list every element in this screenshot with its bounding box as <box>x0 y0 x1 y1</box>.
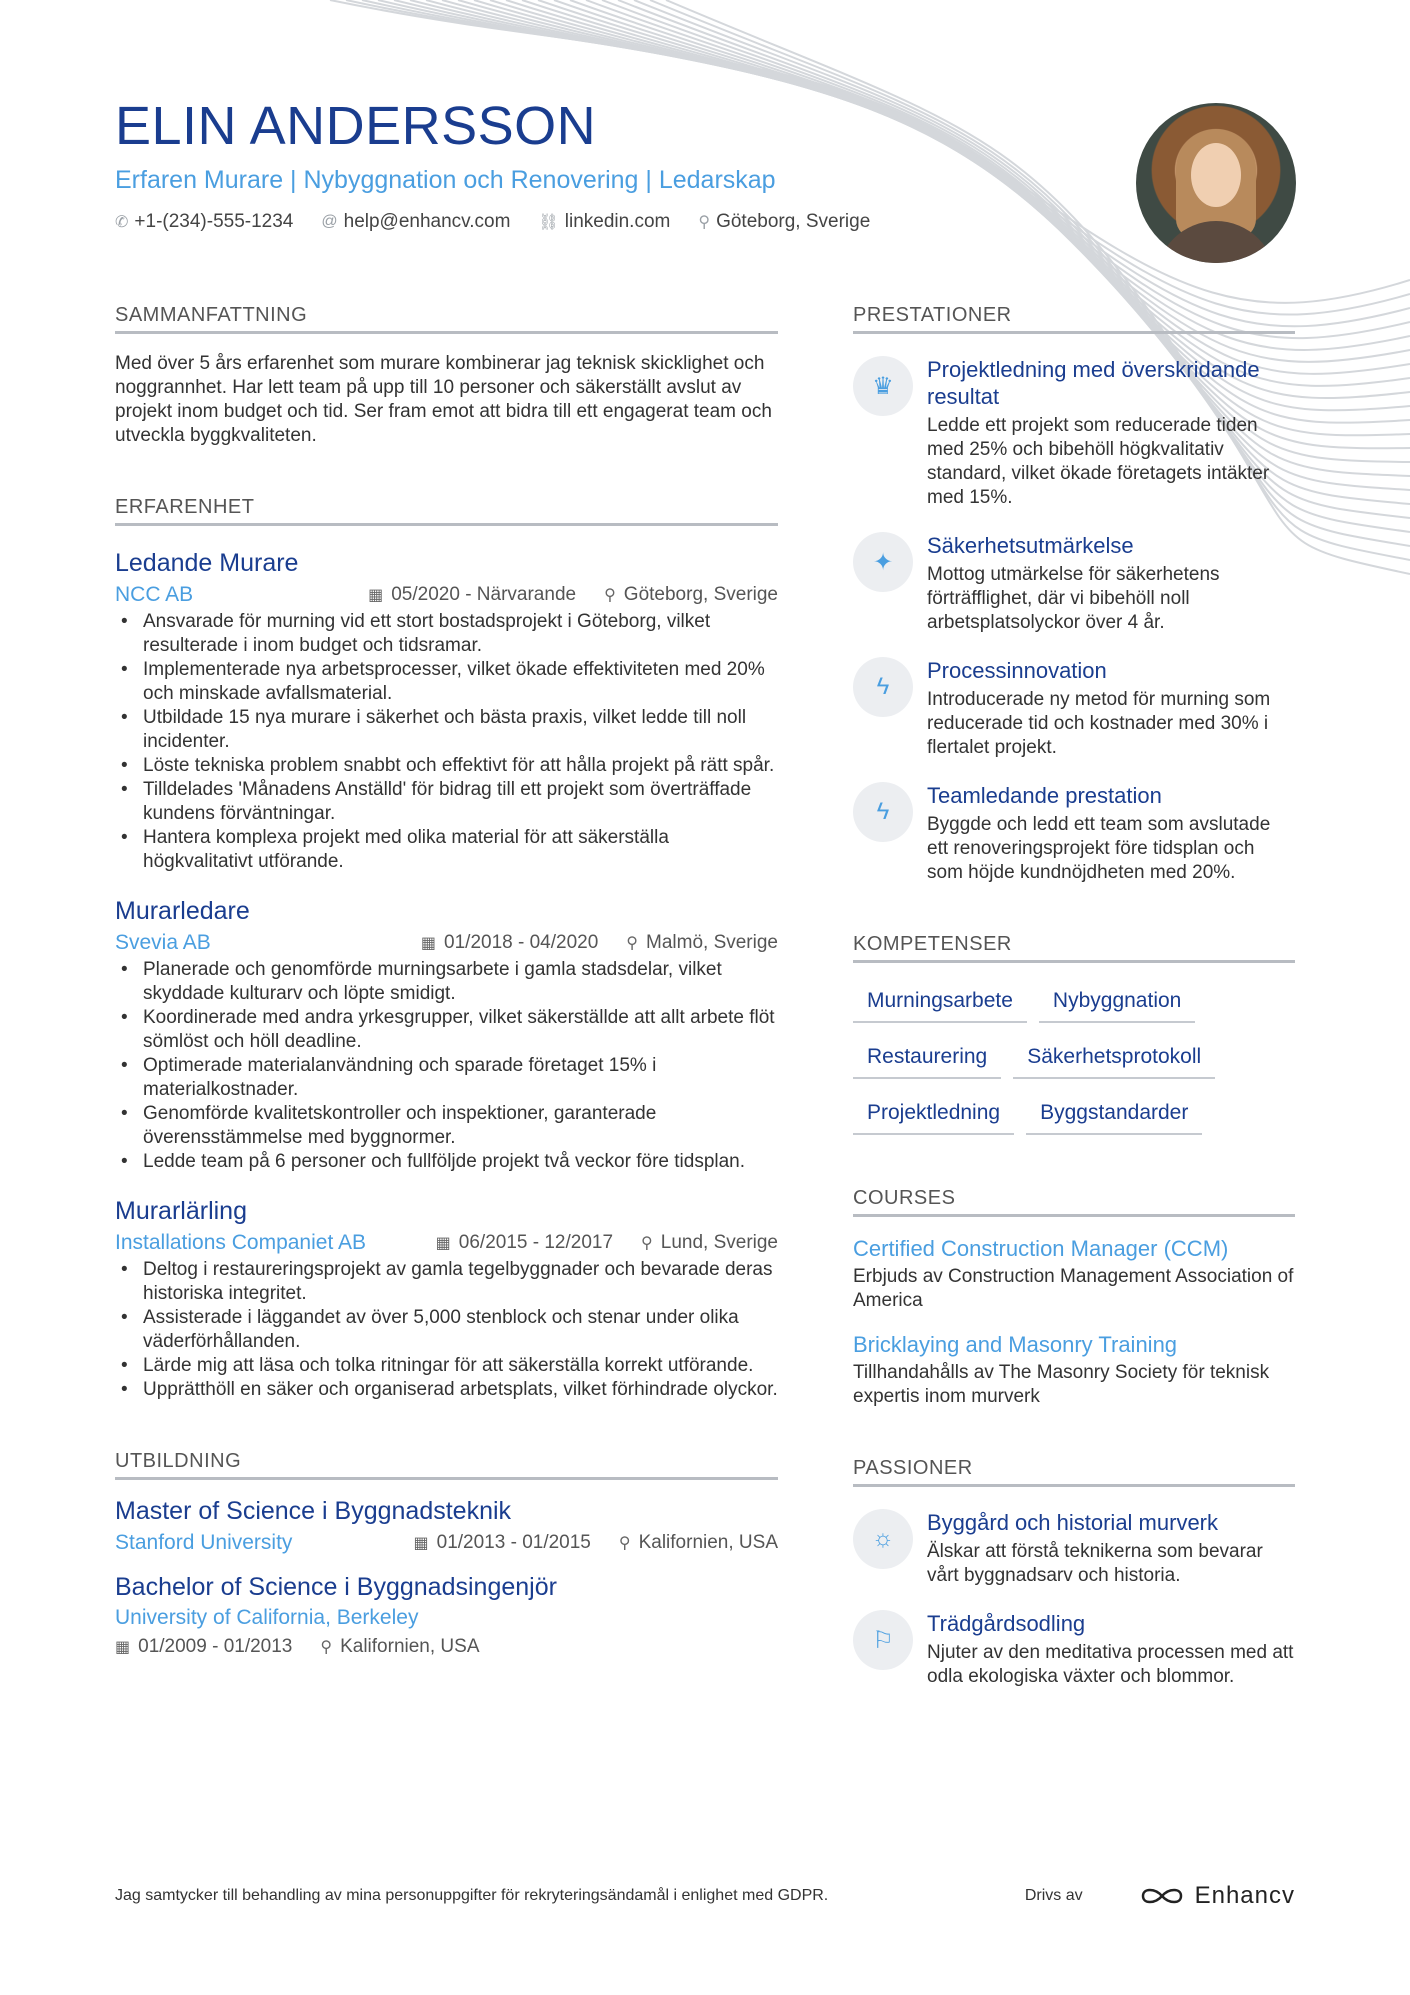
education-entry <box>115 1496 778 1556</box>
achievements-section <box>853 304 1295 885</box>
job-bullet-list <box>115 1258 778 1402</box>
trophy-icon: ♛ <box>853 356 913 416</box>
skill-tag: Murningsarbete <box>853 981 1027 1023</box>
achievements-entry <box>853 532 1295 635</box>
phone-icon: ✆ <box>115 213 129 231</box>
school-name[interactable]: Stanford University <box>115 1531 293 1554</box>
left-column <box>115 304 778 1660</box>
job-bullet: • Deltog i restaureringsprojekt av gamla tegelbyggnader och bevarade deras historiska integritet. <box>115 1258 778 1306</box>
job-dates <box>368 584 576 606</box>
achievements-title: Säkerhetsutmärkelse <box>927 533 1134 558</box>
education-dates-text: 01/2013 - 01/2015 <box>436 1532 591 1553</box>
job-meta-row <box>115 1230 778 1256</box>
location-pin-icon: ⚲ <box>626 935 638 952</box>
email-text: help@enhancv.com <box>343 210 511 232</box>
profile-photo <box>1136 103 1296 263</box>
job-dates-text: 05/2020 - Närvarande <box>391 584 577 605</box>
calendar-icon: ▦ <box>435 1235 451 1252</box>
education-section <box>115 1450 778 1660</box>
achievements-description: Mottog utmärkelse för säkerhetens förträfflighet, där vi bibehöll noll arbetsplatsolyckor över 4 år. <box>927 564 1220 633</box>
gdpr-consent-text: Jag samtycker till behandling av mina personuppgifter för rekryteringsändamål i enlighet med GDPR. <box>115 1887 829 1904</box>
course-title[interactable]: Certified Construction Manager (CCM) <box>853 1236 1229 1261</box>
candidate-headline: Erfaren Murare | Nybyggnation och Renovering | Ledarskap <box>115 165 776 194</box>
job-bullet: • Genomförde kvalitetskontroller och inspektioner, garanterade överensstämmelse med byggnormer. <box>115 1102 778 1150</box>
education-entry <box>115 1572 778 1660</box>
calendar-icon: ▦ <box>420 935 437 952</box>
skill-tag: Byggstandarder <box>1026 1093 1202 1135</box>
job-location-text: Lund, Sverige <box>660 1232 778 1253</box>
calendar-icon: ▦ <box>413 1535 429 1552</box>
education-location-text: Kalifornien, USA <box>340 1636 480 1657</box>
job-bullet: • Ansvarade för murning vid ett stort bostadsprojekt i Göteborg, vilket resulterade i inom budget och tidsramar. <box>115 610 778 658</box>
job-dates <box>421 932 598 954</box>
course-title[interactable]: Bricklaying and Masonry Training <box>853 1332 1178 1357</box>
summary-text: Med över 5 års erfarenhet som murare kombinerar jag teknisk skicklighet och noggrannhet. Har lett team på upp till 10 personer och säkerställt avslut av projekt inom budget och tid. Ser fram emot att bidra till ett engagerat team och utveckla byggkvaliteten. <box>115 353 772 446</box>
job-bullet-list <box>115 610 778 874</box>
location-pin-icon: ⚲ <box>641 1235 653 1252</box>
skill-tag: Säkerhetsprotokoll <box>1013 1037 1215 1079</box>
achievements-description: Introducerade ny metod för murning som reducerade tid och kostnader med 30% i flertalet projekt. <box>927 689 1271 758</box>
education-dates-text: 01/2009 - 01/2013 <box>138 1636 293 1657</box>
job-location <box>626 932 778 954</box>
job-title: Murarledare <box>115 897 250 925</box>
experience-section <box>115 496 778 1402</box>
education-location-text: Kalifornien, USA <box>638 1532 778 1553</box>
at-icon: @ <box>321 212 338 230</box>
company-name[interactable]: Svevia AB <box>115 931 211 954</box>
job-bullet: • Upprätthöll en säker och organiserad arbetsplats, vilket förhindrade olyckor. <box>115 1378 778 1402</box>
achievements-body <box>927 782 1295 885</box>
phone-text: +1-(234)-555-1234 <box>134 210 294 232</box>
experience-entry <box>115 1196 778 1402</box>
course-description: Erbjuds av Construction Management Association of America <box>853 1266 1294 1311</box>
degree-title: Bachelor of Science i Byggnadsingenjör <box>115 1573 557 1601</box>
job-bullet: • Optimerade materialanvändning och sparade företaget 15% i materialkostnader. <box>115 1054 778 1102</box>
courses-section <box>853 1187 1295 1409</box>
location-pin-icon: ⚲ <box>618 1535 631 1552</box>
job-bullet: • Planerade och genomförde murningsarbete i gamla stadsdelar, vilket skyddade kulturarv och löpte smidigt. <box>115 958 778 1006</box>
contact-email[interactable] <box>321 211 510 233</box>
achievements-entry <box>853 782 1295 885</box>
job-dates-text: 06/2015 - 12/2017 <box>458 1232 614 1253</box>
passions-description: Njuter av den meditativa processen med att odla ekologiska växter och blommor. <box>927 1642 1294 1687</box>
summary-section <box>115 304 778 448</box>
job-bullet: • Tilldelades 'Månadens Anställd' för bidrag till ett projekt som överträffade kundens förväntningar. <box>115 778 778 826</box>
contact-row <box>115 211 1115 233</box>
achievements-title: Projektledning med överskridande resultat <box>927 357 1260 409</box>
achievements-title: Processinnovation <box>927 658 1107 683</box>
achievements-body <box>927 532 1295 635</box>
job-title: Murarlärling <box>115 1197 247 1225</box>
achievements-description: Byggde och ledd ett team som avslutade ett renoveringsprojekt före tidsplan och som höjde kundnöjdheten med 20%. <box>927 814 1271 883</box>
job-meta-row <box>115 930 778 956</box>
achievements-heading: PRESTATIONER <box>853 304 1295 334</box>
school-name[interactable]: University of California, Berkeley <box>115 1606 419 1629</box>
achievements-description: Ledde ett projekt som reducerade tiden med 25% och bibehöll högkvalitativ standard, vilket ökade företagets intäkter med 15%. <box>927 415 1270 508</box>
infinity-logo-icon <box>1139 1884 1185 1908</box>
job-bullet-list <box>115 958 778 1174</box>
contact-phone[interactable] <box>115 211 293 233</box>
job-location-text: Malmö, Sverige <box>646 932 778 953</box>
job-bullet: • Implementerade nya arbetsprocesser, vilket ökade effektiviteten med 20% och minskade avfallsmaterial. <box>115 658 778 706</box>
footer <box>115 1882 1295 1910</box>
education-dates <box>414 1532 591 1554</box>
passions-heading: PASSIONER <box>853 1457 1295 1487</box>
contact-linkedin[interactable] <box>538 211 670 233</box>
passions-title: Byggård och historial murverk <box>927 1510 1219 1535</box>
powered-by-text: Drivs av <box>1024 1887 1083 1904</box>
experience-heading: ERFARENHET <box>115 496 778 526</box>
job-location <box>641 1232 778 1254</box>
location-text: Göteborg, Sverige <box>716 210 871 232</box>
resume-header <box>115 98 1115 233</box>
skill-tag: Nybyggnation <box>1039 981 1195 1023</box>
job-bullet: • Koordinerade med andra yrkesgrupper, vilket säkerställde att allt arbete flöt sömlöst och höll deadline. <box>115 1006 778 1054</box>
passions-title: Trädgårdsodling <box>927 1611 1086 1636</box>
education-heading: UTBILDNING <box>115 1450 778 1480</box>
job-bullet: • Utbildade 15 nya murare i säkerhet och bästa praxis, vilket ledde till noll incidenter. <box>115 706 778 754</box>
education-meta-row <box>115 1634 778 1660</box>
calendar-icon: ▦ <box>368 587 384 604</box>
skills-section <box>853 933 1295 1135</box>
lightning-icon: ϟ <box>853 782 913 842</box>
achievements-entry <box>853 356 1295 510</box>
passions-description: Älskar att förstå teknikerna som bevarar vårt byggnadsarv och historia. <box>927 1541 1263 1586</box>
job-bullet: • Hantera komplexa projekt med olika material för att säkerställa högkvalitativt utförande. <box>115 826 778 874</box>
job-bullet: • Löste tekniska problem snabbt och effektivt för att hålla projekt på rätt spår. <box>115 754 778 778</box>
brand-name: Enhancv <box>1194 1882 1295 1909</box>
course-entry <box>853 1235 1295 1313</box>
passions-body <box>927 1610 1295 1689</box>
flag-icon: ⚐ <box>853 1610 913 1670</box>
education-dates <box>115 1636 292 1658</box>
location-pin-icon: ⚲ <box>698 213 711 231</box>
job-location-text: Göteborg, Sverige <box>623 584 778 605</box>
courses-heading: COURSES <box>853 1187 1295 1217</box>
link-icon: ⛓ <box>538 213 559 231</box>
experience-entry <box>115 896 778 1174</box>
job-bullet: • Ledde team på 6 personer och fullföljde projekt två veckor före tidsplan. <box>115 1150 778 1174</box>
location-pin-icon: ⚲ <box>604 587 616 604</box>
degree-title: Master of Science i Byggnadsteknik <box>115 1497 512 1525</box>
skills-heading: KOMPETENSER <box>853 933 1295 963</box>
experience-entry <box>115 548 778 874</box>
job-title: Ledande Murare <box>115 549 299 577</box>
skill-tag: Projektledning <box>853 1093 1014 1135</box>
company-name[interactable]: NCC AB <box>115 583 194 606</box>
magic-wand-icon: ✦ <box>853 532 913 592</box>
enhancv-logo[interactable] <box>1139 1882 1295 1910</box>
job-dates <box>436 1232 613 1254</box>
job-location <box>604 584 778 606</box>
calendar-icon: ▦ <box>115 1639 131 1656</box>
lightbulb-icon: ☼ <box>853 1509 913 1569</box>
skill-tag: Restaurering <box>853 1037 1001 1079</box>
job-meta-row <box>115 582 778 608</box>
passions-entry <box>853 1509 1295 1588</box>
job-bullet: • Assisterade i läggandet av över 5,000 stenblock och stenar under olika väderförhållanden. <box>115 1306 778 1354</box>
job-bullet: • Lärde mig att läsa och tolka ritningar för att säkerställa korrekt utförande. <box>115 1354 778 1378</box>
education-meta-row <box>115 1530 778 1556</box>
company-name[interactable]: Installations Companiet AB <box>115 1231 366 1254</box>
passions-section <box>853 1457 1295 1689</box>
passions-body <box>927 1509 1295 1588</box>
education-location <box>320 1636 479 1658</box>
course-description: Tillhandahålls av The Masonry Society för teknisk expertis inom murverk <box>853 1362 1270 1407</box>
achievements-body <box>927 657 1295 760</box>
right-column <box>853 304 1295 1689</box>
achievements-entry <box>853 657 1295 760</box>
lightning-icon: ϟ <box>853 657 913 717</box>
location-pin-icon: ⚲ <box>320 1639 333 1656</box>
summary-heading: SAMMANFATTNING <box>115 304 778 334</box>
passions-entry <box>853 1610 1295 1689</box>
achievements-body <box>927 356 1295 510</box>
education-location <box>619 1532 778 1554</box>
candidate-name: ELIN ANDERSSON <box>115 96 597 156</box>
contact-location <box>698 211 870 233</box>
achievements-title: Teamledande prestation <box>927 783 1162 808</box>
job-dates-text: 01/2018 - 04/2020 <box>444 932 599 953</box>
course-entry <box>853 1331 1295 1409</box>
linkedin-text: linkedin.com <box>564 210 671 232</box>
